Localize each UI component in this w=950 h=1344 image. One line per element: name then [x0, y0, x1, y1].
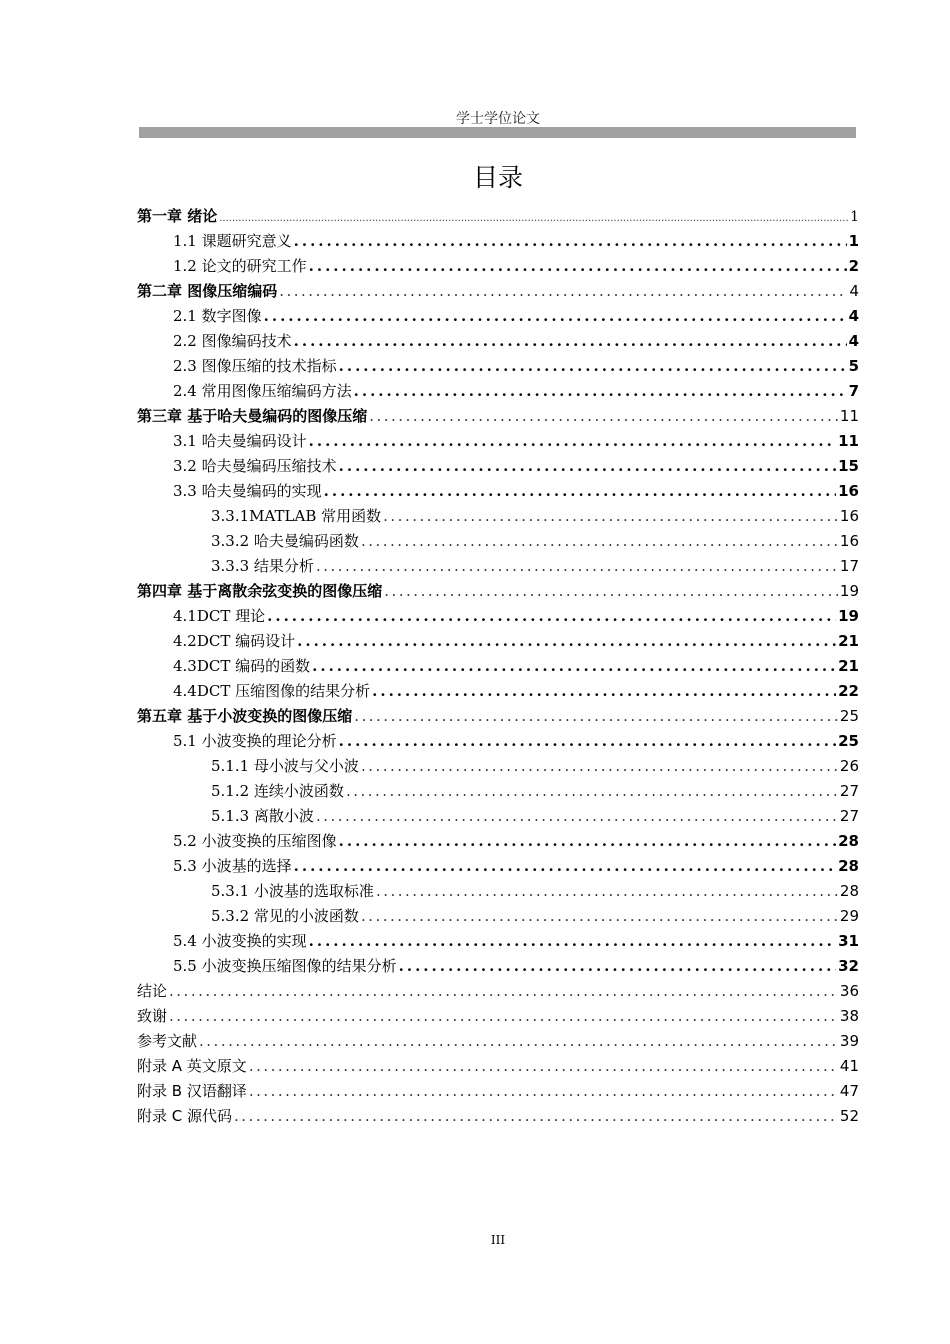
- dot-leader: [249, 1054, 838, 1079]
- toc-entry-page: 4: [848, 307, 859, 325]
- dot-leader: [324, 479, 837, 504]
- toc-entry-label: 3.3.2 哈夫曼编码函数: [211, 532, 359, 550]
- dot-leader: [361, 529, 838, 554]
- toc-entry-page: 52: [839, 1107, 859, 1125]
- toc-entry[interactable]: [137, 379, 859, 404]
- toc-entry[interactable]: [137, 679, 859, 704]
- toc-entry-label: 第五章 基于小波变换的图像压缩: [137, 707, 353, 725]
- toc-entry-page: 41: [839, 1057, 859, 1075]
- toc-entry[interactable]: [137, 554, 859, 579]
- toc-entry-page: 32: [838, 957, 859, 975]
- toc-entry-page: 1: [848, 232, 859, 250]
- header-rule: [139, 127, 856, 138]
- dot-leader: [309, 429, 837, 454]
- toc-entry-page: 22: [838, 682, 859, 700]
- toc-entry-page: 16: [838, 482, 859, 500]
- toc-entry-label: 第一章 绪论: [137, 207, 218, 225]
- toc-entry-page: 31: [838, 932, 859, 950]
- toc-entry-page: 2: [848, 257, 859, 275]
- dot-leader: [297, 629, 836, 654]
- toc-entry[interactable]: [137, 704, 859, 729]
- toc-entry[interactable]: [137, 1054, 859, 1079]
- toc-entry-label: 附录 B 汉语翻译: [137, 1082, 247, 1100]
- toc-entry-page: 27: [839, 782, 859, 800]
- dot-leader: [369, 404, 838, 429]
- toc-entry[interactable]: [137, 754, 859, 779]
- dot-leader: [384, 579, 838, 604]
- toc-entry-page: 38: [839, 1007, 859, 1025]
- toc-entry[interactable]: [137, 854, 859, 879]
- toc-entry-label: 结论: [137, 982, 168, 1000]
- toc-entry-label: 4.1DCT 理论: [173, 607, 266, 625]
- toc-entry-label: 5.1.3 离散小波: [211, 807, 314, 825]
- toc-entry-label: 致谢: [137, 1007, 168, 1025]
- toc-entry[interactable]: [137, 904, 859, 929]
- toc-entry-label: 5.5 小波变换压缩图像的结果分析: [173, 957, 397, 975]
- dot-leader: [361, 904, 838, 929]
- toc-entry-label: 2.4 常用图像压缩编码方法: [173, 382, 352, 400]
- toc-entry-label: 1.2 论文的研究工作: [173, 257, 307, 275]
- page-title: 目录: [472, 163, 523, 192]
- dot-leader: [294, 329, 847, 354]
- dot-leader: [312, 654, 836, 679]
- toc-entry[interactable]: [137, 579, 859, 604]
- dot-leader: [316, 554, 838, 579]
- toc-entry-label: 5.1 小波变换的理论分析: [173, 732, 337, 750]
- toc-entry-page: 11: [839, 407, 859, 425]
- toc-entry-page: 4: [848, 332, 859, 350]
- toc-entry[interactable]: [137, 929, 859, 954]
- dot-leader: [339, 354, 847, 379]
- toc-entry-page: 7: [848, 382, 859, 400]
- page-number: III: [490, 1233, 506, 1247]
- toc-entry-label: 5.4 小波变换的实现: [173, 932, 307, 950]
- dot-leader: [294, 854, 837, 879]
- toc-entry[interactable]: [137, 654, 859, 679]
- toc-entry-page: 39: [839, 1032, 859, 1050]
- toc-entry-label: 5.1.1 母小波与父小波: [211, 757, 359, 775]
- toc-entry-page: 5: [848, 357, 859, 375]
- dot-leader: [169, 979, 838, 1004]
- dot-leader: [339, 454, 837, 479]
- toc-entry-page: 29: [839, 907, 859, 925]
- dot-leader: [309, 929, 837, 954]
- dot-leader: [399, 954, 837, 979]
- running-header: 学士学位论文: [456, 111, 540, 127]
- toc-entry-page: 25: [838, 732, 859, 750]
- toc-entry[interactable]: [137, 254, 859, 279]
- toc-entry-label: 第四章 基于离散余弦变换的图像压缩: [137, 582, 383, 600]
- toc-entry-label: 5.2 小波变换的压缩图像: [173, 832, 337, 850]
- toc-entry[interactable]: [137, 879, 859, 904]
- toc-entry[interactable]: [137, 479, 859, 504]
- toc-entry[interactable]: [137, 429, 859, 454]
- toc-entry-page: 11: [838, 432, 859, 450]
- toc-entry[interactable]: [137, 1029, 859, 1054]
- dot-leader: [294, 229, 847, 254]
- toc-entry[interactable]: [137, 829, 859, 854]
- toc-entry[interactable]: [137, 329, 859, 354]
- toc-entry-label: 5.3.2 常见的小波函数: [211, 907, 359, 925]
- dot-leader: [339, 729, 837, 754]
- toc-entry[interactable]: [137, 804, 859, 829]
- toc-entry-label: 2.2 图像编码技术: [173, 332, 292, 350]
- toc-entry-page: 28: [838, 832, 859, 850]
- toc-entry-page: 4: [849, 282, 859, 300]
- toc-entry-label: 3.3 哈夫曼编码的实现: [173, 482, 322, 500]
- toc-entry-label: 2.3 图像压缩的技术指标: [173, 357, 337, 375]
- toc-entry-page: 15: [838, 457, 859, 475]
- toc-entry-page: 1: [850, 209, 859, 225]
- dot-leader: [316, 804, 838, 829]
- toc-entry-page: 47: [839, 1082, 859, 1100]
- toc-entry[interactable]: [137, 279, 859, 304]
- toc-entry[interactable]: [137, 1079, 859, 1104]
- dot-leader: [234, 1104, 838, 1129]
- toc-entry-label: 4.3DCT 编码的函数: [173, 657, 311, 675]
- toc-entry-label: 5.3.1 小波基的选取标准: [211, 882, 374, 900]
- toc-entry[interactable]: [137, 954, 859, 979]
- toc-entry-page: 27: [839, 807, 859, 825]
- toc-entry-label: 3.2 哈夫曼编码压缩技术: [173, 457, 337, 475]
- toc-entry[interactable]: [137, 304, 859, 329]
- dot-leader: [383, 504, 838, 529]
- dot-leader: [264, 304, 847, 329]
- toc-entry-label: 第二章 图像压缩编码: [137, 282, 278, 300]
- dot-leader: [309, 254, 847, 279]
- toc-entry-label: 1.1 课题研究意义: [173, 232, 292, 250]
- dot-leader: [219, 206, 848, 229]
- toc-entry-page: 36: [839, 982, 859, 1000]
- dot-leader: [372, 679, 836, 704]
- toc-entry[interactable]: [137, 529, 859, 554]
- dot-leader: [279, 279, 847, 304]
- toc-entry-label: 3.3.1MATLAB 常用函数: [211, 507, 382, 525]
- toc-entry-label: 4.4DCT 压缩图像的结果分析: [173, 682, 371, 700]
- toc-entry-page: 19: [838, 607, 859, 625]
- toc-entry[interactable]: [137, 354, 859, 379]
- toc-entry[interactable]: [137, 454, 859, 479]
- dot-leader: [267, 604, 836, 629]
- toc-entry[interactable]: [137, 629, 859, 654]
- toc-entry[interactable]: [137, 1004, 859, 1029]
- toc-entry-page: 16: [839, 532, 859, 550]
- toc-entry[interactable]: [137, 504, 859, 529]
- toc-entry[interactable]: [137, 979, 859, 1004]
- toc-entry[interactable]: [137, 1104, 859, 1129]
- dot-leader: [199, 1029, 838, 1054]
- toc-entry-page: 28: [839, 882, 859, 900]
- table-of-contents: [137, 204, 859, 1129]
- toc-entry-page: 21: [838, 632, 859, 650]
- toc-entry-label: 3.1 哈夫曼编码设计: [173, 432, 307, 450]
- dot-leader: [249, 1079, 838, 1104]
- toc-entry[interactable]: [137, 729, 859, 754]
- toc-entry-label: 5.1.2 连续小波函数: [211, 782, 344, 800]
- toc-entry[interactable]: [137, 404, 859, 429]
- toc-entry-page: 17: [839, 557, 859, 575]
- toc-entry-label: 5.3 小波基的选择: [173, 857, 292, 875]
- toc-entry-label: 2.1 数字图像: [173, 307, 262, 325]
- toc-entry-page: 26: [839, 757, 859, 775]
- toc-entry-label: 参考文献: [137, 1032, 198, 1050]
- dot-leader: [346, 779, 838, 804]
- toc-entry[interactable]: [137, 204, 859, 229]
- toc-entry-page: 21: [838, 657, 859, 675]
- dot-leader: [354, 379, 847, 404]
- toc-entry-label: 第三章 基于哈夫曼编码的图像压缩: [137, 407, 368, 425]
- toc-entry-page: 19: [839, 582, 859, 600]
- toc-entry-label: 附录 A 英文原文: [137, 1057, 247, 1075]
- toc-entry-page: 16: [839, 507, 859, 525]
- toc-entry-page: 25: [839, 707, 859, 725]
- toc-entry-label: 3.3.3 结果分析: [211, 557, 314, 575]
- dot-leader: [361, 754, 838, 779]
- toc-entry-label: 附录 C 源代码: [137, 1107, 233, 1125]
- dot-leader: [376, 879, 838, 904]
- toc-entry[interactable]: [137, 604, 859, 629]
- toc-entry[interactable]: [137, 779, 859, 804]
- toc-entry-page: 28: [838, 857, 859, 875]
- dot-leader: [354, 704, 838, 729]
- dot-leader: [339, 829, 837, 854]
- toc-entry-label: 4.2DCT 编码设计: [173, 632, 296, 650]
- toc-entry[interactable]: [137, 229, 859, 254]
- dot-leader: [169, 1004, 838, 1029]
